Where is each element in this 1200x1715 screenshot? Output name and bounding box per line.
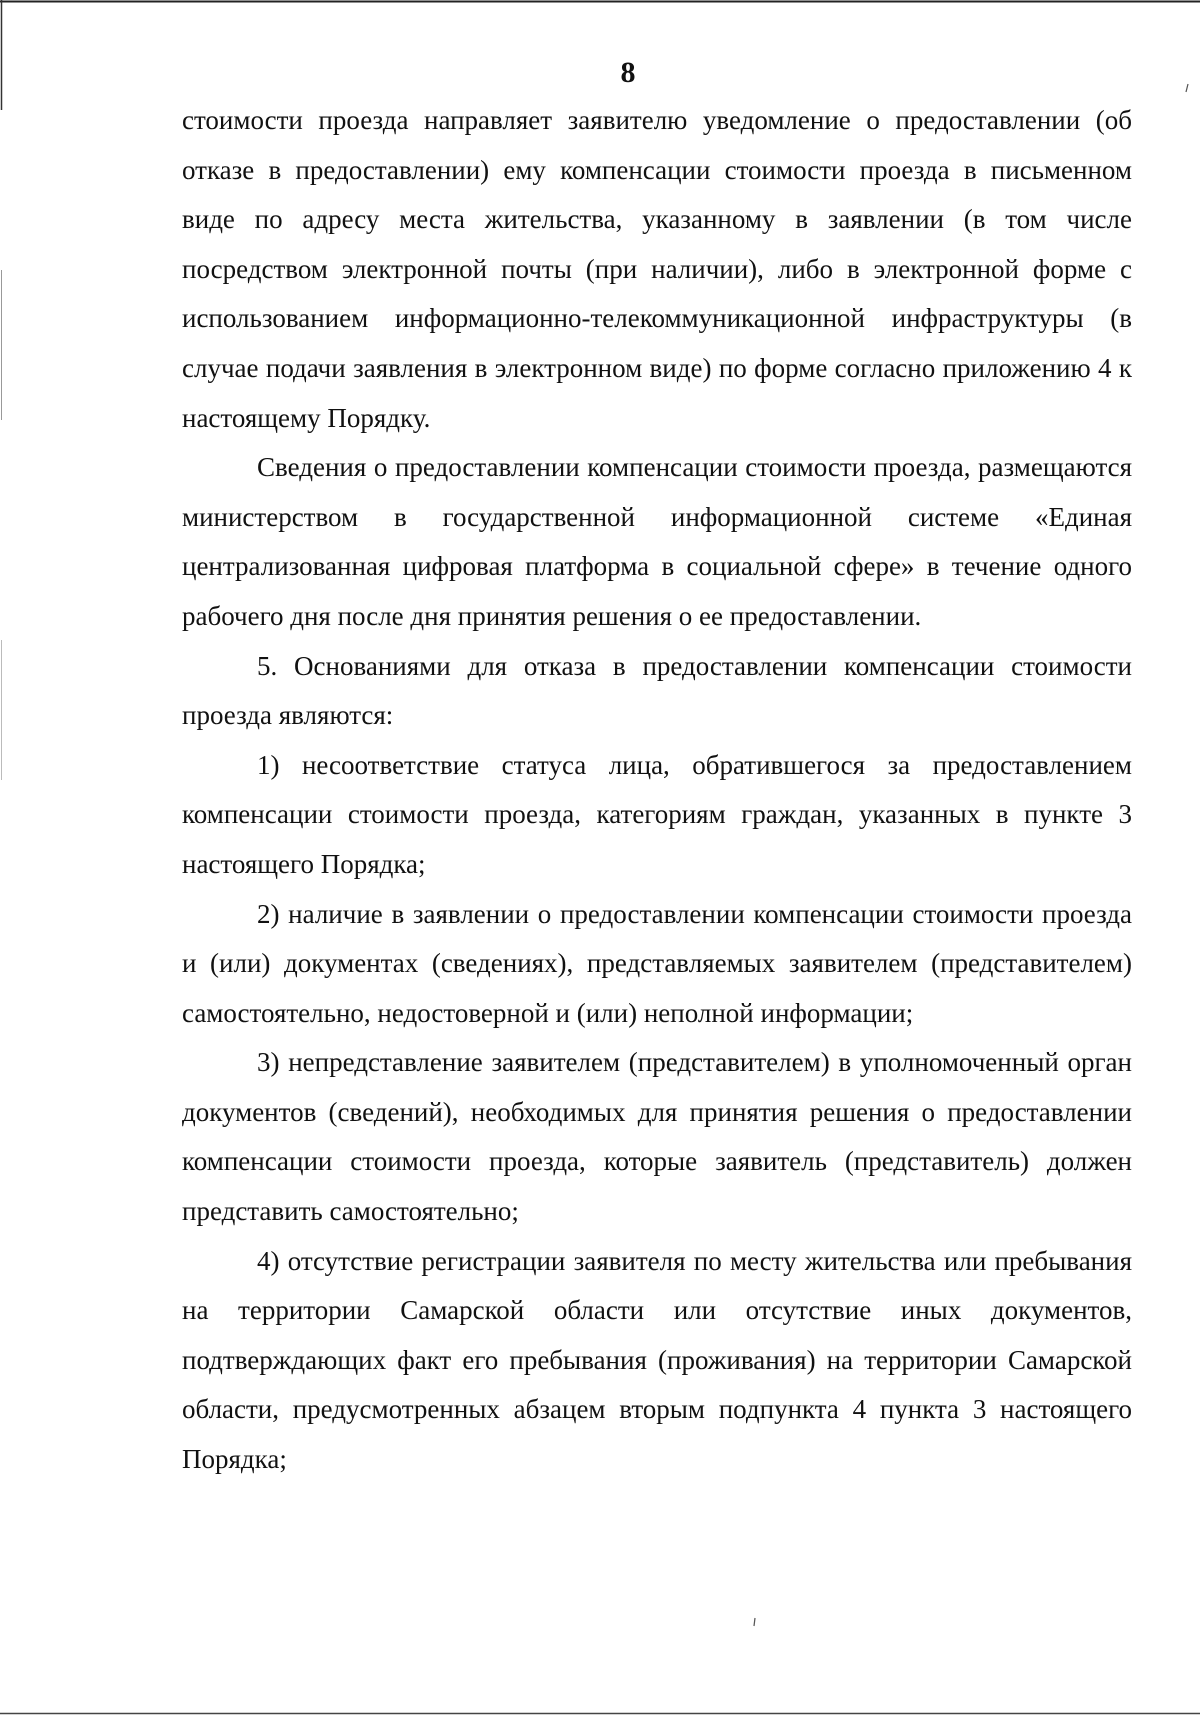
paragraph-refusal-grounds-heading: 5. Основаниями для отказа в предоставлении компенсации стоимости проезда являются: xyxy=(182,650,1132,731)
paragraph-notification: стоимости проезда направляет заявителю уведомление о предоставлении (об отказе в предоставлении) ему компенсации стоимости проезда в письменном виде по адресу места жительства, указанному в заявлении (в том числе посредством электронной почты (при наличии), либо в электронной форме с использованием информационно-телекоммуникационной инфраструктуры (в случае подачи заявления в электронном виде) по форме согласно приложению 4 к настоящему Порядку. xyxy=(182,105,1132,433)
list-item-ground-4: 4) отсутствие регистрации заявителя по месту жительства или пребывания на территории Самарской области или отсутствие иных документов, подтверждающих факт его пребывания (проживания) на территории Самарской области, предусмотренных абзацем вторым подпункта 4 пункта 3 настоящего Порядка; xyxy=(182,1245,1132,1475)
list-item-ground-2: 2) наличие в заявлении о предоставлении компенсации стоимости проезда и (или) документах (сведениях), представляемых заявителем (представителем) самостоятельно, недостоверной и (или) неполной информации; xyxy=(182,898,1132,1028)
page-number: 8 xyxy=(620,56,636,89)
document-body xyxy=(182,96,1132,1485)
list-item-ground-1: 1) несоответствие статуса лица, обратившегося за предоставлением компенсации стоимости проезда, категориям граждан, указанных в пункте 3 настоящего Порядка; xyxy=(182,749,1132,879)
paragraph-information-placement: Сведения о предоставлении компенсации стоимости проезда, размещаются министерством в государственной информационной системе «Единая централизованная цифровая платформа в социальной сфере» в течение одного рабочего дня после дня принятия решения о ее предоставлении. xyxy=(182,452,1132,631)
list-item-ground-3: 3) непредставление заявителем (представителем) в уполномоченный орган документов (сведений), необходимых для принятия решения о предоставлении компенсации стоимости проезда, которые заявитель (представитель) должен представить самостоятельно; xyxy=(182,1047,1132,1227)
